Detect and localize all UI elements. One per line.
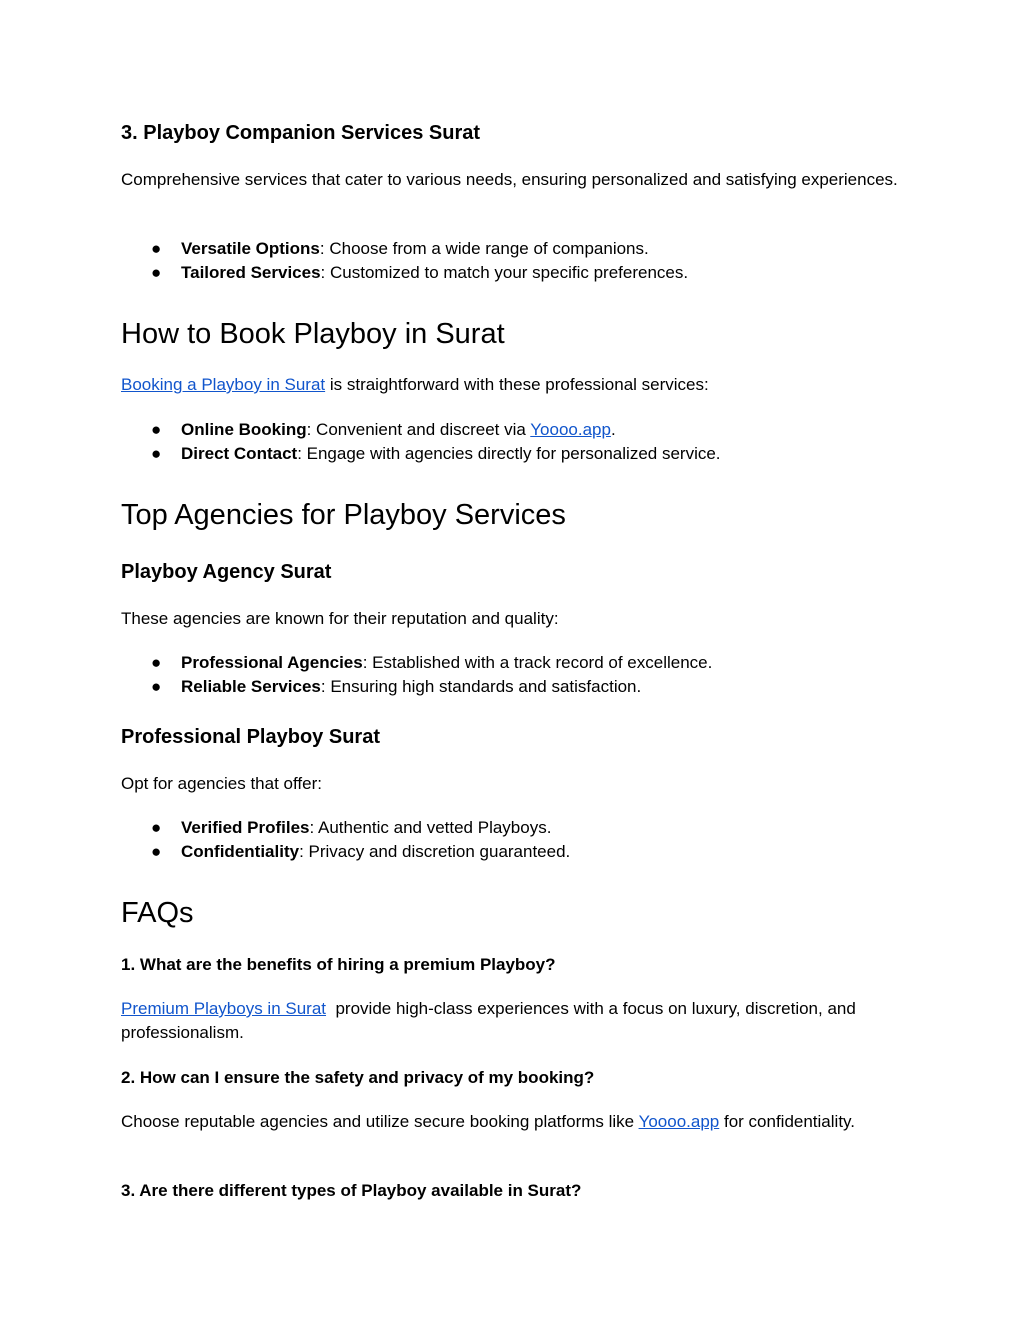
- yoooo-app-link[interactable]: Yoooo.app: [530, 420, 611, 439]
- section-paragraph: Comprehensive services that cater to various needs, ensuring personalized and satisfying experiences.: [121, 170, 898, 189]
- faq-question-2: 2. How can I ensure the safety and privacy of my booking?: [121, 1068, 595, 1087]
- list-item-title: Tailored Services: [181, 263, 321, 282]
- faq-answer-2-text: Choose reputable agencies and utilize secure booking platforms like: [121, 1112, 639, 1131]
- faq-answer-1: [121, 997, 901, 1045]
- list-item-text: : Convenient and discreet via: [306, 420, 531, 439]
- subheading-playboy-agency: Playboy Agency Surat: [121, 561, 332, 583]
- list-item: [121, 237, 688, 261]
- booking-paragraph: [121, 373, 901, 397]
- list-item: [121, 675, 712, 699]
- list-item-title: Professional Agencies: [181, 653, 363, 672]
- list-item: [121, 261, 688, 285]
- bullet-icon: ●: [151, 444, 162, 463]
- yoooo-app-link[interactable]: Yoooo.app: [638, 1112, 720, 1131]
- bullet-icon: ●: [151, 420, 162, 439]
- list-item-text: : Customized to match your specific preferences.: [320, 263, 689, 282]
- companion-services-list: [121, 237, 688, 285]
- list-item-text: : Ensuring high standards and satisfaction.: [320, 677, 642, 696]
- list-item: [121, 442, 721, 466]
- list-item-title: Direct Contact: [181, 444, 298, 463]
- list-item-text: : Privacy and discretion guaranteed.: [299, 842, 571, 861]
- list-item-text: : Engage with agencies directly for personalized service.: [297, 444, 721, 463]
- agency-list: [121, 651, 712, 699]
- bullet-icon: ●: [151, 239, 162, 258]
- list-item-text: : Established with a track record of excellence.: [362, 653, 713, 672]
- bullet-icon: ●: [151, 842, 162, 861]
- heading-how-to-book: How to Book Playboy in Surat: [121, 318, 505, 350]
- heading-top-agencies: Top Agencies for Playboy Services: [121, 499, 566, 531]
- faq-question-3: 3. Are there different types of Playboy available in Surat?: [121, 1181, 582, 1200]
- list-item-text-end: .: [610, 420, 616, 439]
- bullet-icon: ●: [151, 653, 162, 672]
- booking-paragraph-text: is straightforward with these professional services:: [325, 375, 709, 394]
- bullet-icon: ●: [151, 677, 162, 696]
- faq-answer-1-text: provide high-class experiences with a focus on luxury, discretion, and professionalism.: [121, 999, 861, 1042]
- list-item-text: : Authentic and vetted Playboys.: [309, 818, 552, 837]
- agency-paragraph: These agencies are known for their reputation and quality:: [121, 609, 559, 628]
- list-item-title: Reliable Services: [181, 677, 321, 696]
- booking-link[interactable]: Booking a Playboy in Surat: [121, 375, 326, 394]
- subheading-professional-playboy: Professional Playboy Surat: [121, 726, 380, 748]
- list-item-title: Versatile Options: [181, 239, 320, 258]
- list-item-text: : Choose from a wide range of companions.: [319, 239, 649, 258]
- faq-question-1: 1. What are the benefits of hiring a premium Playboy?: [121, 955, 556, 974]
- bullet-icon: ●: [151, 818, 162, 837]
- faq-answer-2-text-end: for confidentiality.: [719, 1112, 856, 1131]
- bullet-icon: ●: [151, 263, 162, 282]
- list-item: [121, 418, 721, 442]
- professional-paragraph: Opt for agencies that offer:: [121, 774, 322, 793]
- section-heading-companion-services: 3. Playboy Companion Services Surat: [121, 122, 481, 144]
- heading-faqs: FAQs: [121, 897, 194, 929]
- professional-list: [121, 816, 570, 864]
- list-item-title: Online Booking: [181, 420, 307, 439]
- faq-answer-2: [121, 1110, 901, 1134]
- booking-list: [121, 418, 721, 466]
- list-item: [121, 816, 570, 840]
- list-item-title: Confidentiality: [181, 842, 300, 861]
- list-item: [121, 651, 712, 675]
- list-item-title: Verified Profiles: [181, 818, 310, 837]
- list-item: [121, 840, 570, 864]
- premium-playboys-link[interactable]: Premium Playboys in Surat: [121, 999, 327, 1018]
